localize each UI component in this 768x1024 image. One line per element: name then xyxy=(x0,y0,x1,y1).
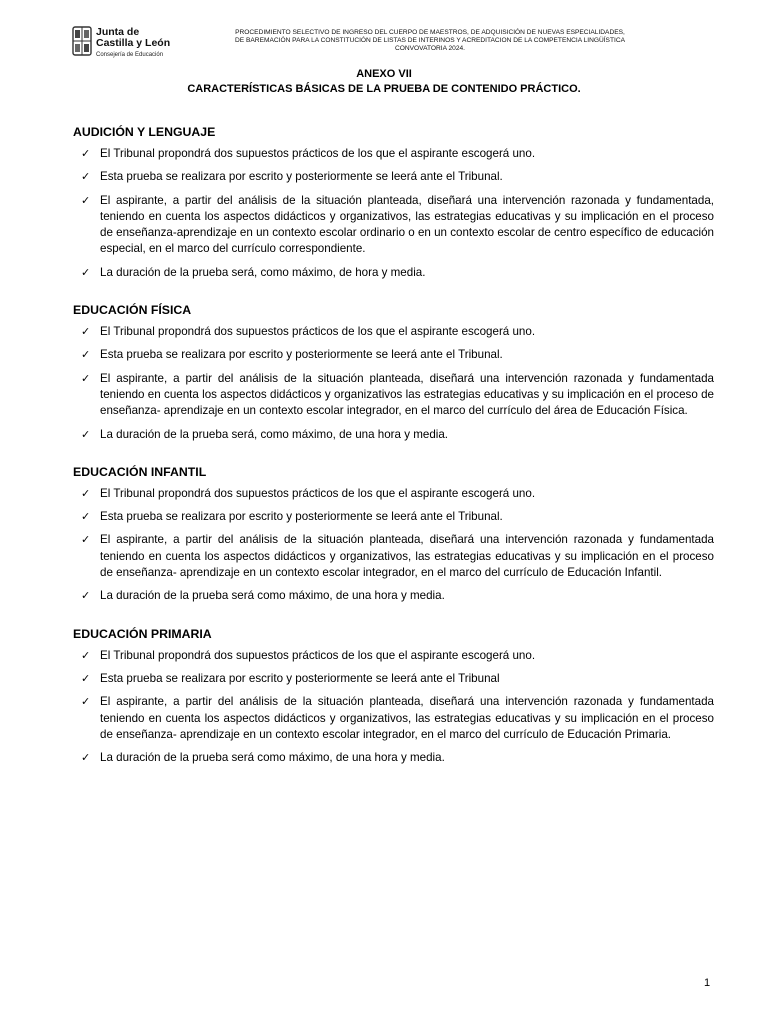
list-item xyxy=(73,146,714,162)
item-text: La duración de la prueba será, como máximo, de una hora y media. xyxy=(100,427,449,441)
list-item xyxy=(73,694,714,743)
item-text: Esta prueba se realizara por escrito y posteriormente se leerá ante el Tribunal xyxy=(100,671,500,685)
list-item xyxy=(73,486,714,502)
annex-subtitle: CARACTERÍSTICAS BÁSICAS DE LA PRUEBA DE CONTENIDO PRÁCTICO. xyxy=(187,83,581,95)
checkmark-icon: ✓ xyxy=(81,194,91,207)
list-item xyxy=(73,347,714,363)
item-text: El aspirante, a partir del análisis de la situación planteada, diseñará una intervención razonada y fundamentada teniendo en cuenta los aspectos didácticos y organizativos, las estrategias educativas y su implicación en el proceso de enseñanza- aprendizaje en un contexto escolar integrador, en el marco del currículo de Educación Infantil. xyxy=(100,533,714,580)
header-line-1: PROCEDIMIENTO SELECTIVO DE INGRESO DEL CUERPO DE MAESTROS, DE ADQUISICIÓN DE NUEVAS ESPECIALIDADES, xyxy=(235,29,625,36)
list-item xyxy=(73,324,714,340)
document-header xyxy=(180,29,680,54)
section-title: EDUCACIÓN FÍSICA xyxy=(73,303,192,318)
junta-logo xyxy=(72,26,172,66)
item-text: El Tribunal propondrá dos supuestos prácticos de los que el aspirante escogerá uno. xyxy=(100,147,536,160)
annex-title: ANEXO VII xyxy=(356,68,412,80)
item-text: El Tribunal propondrá dos supuestos prácticos de los que el aspirante escogerá uno. xyxy=(100,325,536,339)
checkmark-icon: ✓ xyxy=(81,487,91,500)
list-item xyxy=(73,588,714,604)
checkmark-icon: ✓ xyxy=(81,372,91,385)
list-item xyxy=(73,265,714,281)
item-text: La duración de la prueba será como máximo, de una hora y media. xyxy=(100,751,445,765)
section-title: EDUCACIÓN INFANTIL xyxy=(73,464,207,479)
checkmark-icon: ✓ xyxy=(81,590,91,603)
page-number: 1 xyxy=(704,977,711,989)
logo-name: Junta de Castilla y León xyxy=(96,26,171,49)
item-text: El aspirante, a partir del análisis de la situación planteada, diseñará una intervención razonada y fundamentada teniendo en cuenta los aspectos didácticos y organizativos, las estrategias educativas y su implicación en el proceso de enseñanza- aprendizaje en un contexto escolar integrador, en el marco del currículo de Educación Primaria. xyxy=(100,695,714,741)
section-audicion-lenguaje xyxy=(73,122,714,281)
item-text: Esta prueba se realizara por escrito y posteriormente se leerá ante el Tribunal. xyxy=(100,510,503,524)
list-item xyxy=(73,532,714,581)
item-text: El aspirante, a partir del análisis de la situación planteada, diseñará una intervención razonada y fundamentada teniendo en cuenta los aspectos didácticos y organizativos las estrategias educativas y su implicación en el proceso de enseñanza- aprendizaje en un contexto escolar integrador, en el marco del currículo del área de Educación Física. xyxy=(100,371,714,418)
checkmark-icon: ✓ xyxy=(81,428,91,441)
list-item xyxy=(73,169,714,185)
checkmark-icon: ✓ xyxy=(81,534,91,547)
checkmark-icon: ✓ xyxy=(81,649,91,662)
header-line-2: DE BAREMACIÓN PARA LA CONSTITUCIÓN DE LISTAS DE INTERINOS Y ACREDITACION DE LA COMPETENCIA LINGÜÍSTICA xyxy=(235,37,625,45)
item-text: Esta prueba se realizara por escrito y posteriormente se leerá ante el Tribunal. xyxy=(100,348,503,362)
list-item xyxy=(73,671,714,687)
section-title: AUDICIÓN Y LENGUAJE xyxy=(73,125,216,139)
checkmark-icon: ✓ xyxy=(81,752,91,765)
document-body xyxy=(73,122,714,785)
list-item xyxy=(73,371,714,420)
checkmark-icon: ✓ xyxy=(81,171,91,184)
list-item xyxy=(73,509,714,525)
item-text: Esta prueba se realizara por escrito y posteriormente se leerá ante el Tribunal. xyxy=(100,170,503,184)
coat-of-arms-icon xyxy=(72,26,92,58)
checkmark-icon: ✓ xyxy=(81,148,91,160)
list-item xyxy=(73,427,714,443)
logo-department: Consejería de Educación xyxy=(96,52,164,58)
section-educacion-infantil xyxy=(73,462,714,605)
item-text: El Tribunal propondrá dos supuestos prácticos de los que el aspirante escogerá uno. xyxy=(100,486,536,500)
item-text: El aspirante, a partir del análisis de la situación planteada, diseñará una intervención razonada y fundamentada, teniendo en cuenta los aspectos didácticos y organizativos, las estrategias educativas y su implicación en el proceso de enseñanza-aprendizaje en un contexto escolar ordinario o en un contexto escolar de centro específico de educación especial, en el marco del currículo correspondiente. xyxy=(100,193,714,256)
checkmark-icon: ✓ xyxy=(81,511,91,524)
header-line-3: CONVOVATORIA 2024. xyxy=(395,45,465,53)
checkmark-icon: ✓ xyxy=(81,696,91,709)
item-text: La duración de la prueba será, como máximo, de hora y media. xyxy=(100,265,426,279)
item-text: El Tribunal propondrá dos supuestos prácticos de los que el aspirante escogerá uno. xyxy=(100,648,536,662)
section-title: EDUCACIÓN PRIMARIA xyxy=(73,626,212,641)
list-item xyxy=(73,648,714,664)
list-item xyxy=(73,193,714,258)
checkmark-icon: ✓ xyxy=(81,349,91,362)
list-item xyxy=(73,750,714,766)
item-text: La duración de la prueba será como máximo, de una hora y media. xyxy=(100,589,445,603)
section-educacion-primaria xyxy=(73,624,714,767)
checkmark-icon: ✓ xyxy=(81,326,91,339)
checkmark-icon: ✓ xyxy=(81,266,91,279)
section-educacion-fisica xyxy=(73,300,714,443)
checkmark-icon: ✓ xyxy=(81,672,91,685)
